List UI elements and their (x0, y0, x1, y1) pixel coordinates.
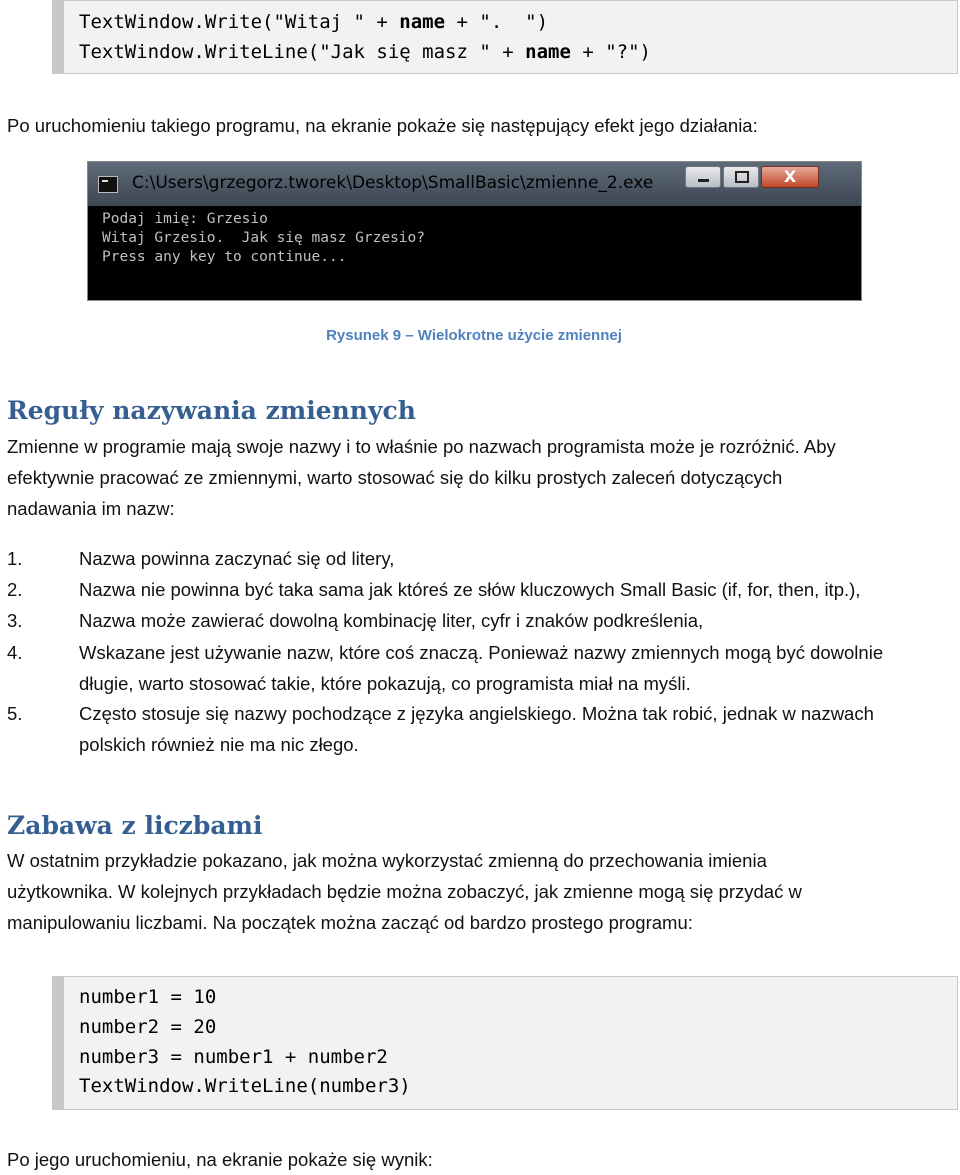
list-item-continuation: polskich również nie ma nic złego. (79, 734, 359, 755)
code-line: TextWindow.WriteLine(number3) (79, 1075, 411, 1097)
list-number: 3. (7, 610, 23, 631)
console-app-icon (98, 176, 118, 193)
list-number: 1. (7, 548, 23, 569)
list-item: Wskazane jest używanie nazw, które coś znaczą. Ponieważ nazwy zmiennych mogą być dowolnie (79, 642, 884, 663)
console-window-screenshot (87, 161, 862, 301)
code-block-top (52, 0, 958, 74)
console-output-line: Press any key to continue... (102, 249, 347, 265)
console-titlebar (88, 162, 861, 206)
paragraph-line: użytkownika. W kolejnych przykładach będzie można zobaczyć, jak zmienne mogą się przydać w (7, 881, 802, 902)
paragraph-line: Zmienne w programie mają swoje nazwy i to właśnie po nazwach programista może je rozróżnić. Aby (7, 436, 836, 457)
paragraph-line: efektywnie pracować ze zmiennymi, warto stosować się do kilku prostych zaleceń dotyczących (7, 467, 783, 488)
maximize-icon (723, 166, 759, 188)
paragraph-line: W ostatnim przykładzie pokazano, jak można wykorzystać zmienną do przechowania imienia (7, 850, 767, 871)
code-line: number2 = 20 (79, 1016, 217, 1038)
list-item: Nazwa powinna zaczynać się od litery, (79, 548, 395, 569)
figure-caption: Rysunek 9 – Wielokrotne użycie zmiennej (326, 327, 622, 344)
list-item-continuation: długie, warto stosować takie, które pokazują, co programista miał na myśli. (79, 673, 691, 694)
list-number: 2. (7, 579, 23, 600)
code-block-bar (53, 1, 64, 73)
paragraph-line: nadawania im nazw: (7, 498, 175, 519)
paragraph-line: manipulowaniu liczbami. Na początek można zacząć od bardzo prostego programu: (7, 912, 693, 933)
code-block-bar (53, 977, 64, 1109)
console-title: C:\Users\grzegorz.tworek\Desktop\SmallBasic\zmienne_2.exe (132, 173, 654, 193)
outro-paragraph: Po jego uruchomieniu, na ekranie pokaże się wynik: (7, 1149, 433, 1170)
code-line: TextWindow.WriteLine("Jak się masz " + name + "?") (79, 41, 651, 63)
code-line: number3 = number1 + number2 (79, 1046, 388, 1068)
list-number: 5. (7, 703, 23, 724)
intro-paragraph: Po uruchomieniu takiego programu, na ekranie pokaże się następujący efekt jego działania: (7, 115, 758, 136)
code-block-bottom (52, 976, 958, 1110)
section-heading: Zabawa z liczbami (7, 811, 263, 840)
console-output-line: Podaj imię: Grzesio (102, 211, 268, 227)
close-icon: X (761, 166, 819, 188)
code-line: TextWindow.Write("Witaj " + name + ". ") (79, 11, 549, 33)
minimize-icon (685, 166, 721, 188)
list-item: Nazwa nie powinna być taka sama jak któreś ze słów kluczowych Small Basic (if, for, then, itp.), (79, 579, 861, 600)
list-number: 4. (7, 642, 23, 663)
list-item: Często stosuje się nazwy pochodzące z języka angielskiego. Można tak robić, jednak w nazwach (79, 703, 874, 724)
list-item: Nazwa może zawierać dowolną kombinację liter, cyfr i znaków podkreślenia, (79, 610, 704, 631)
section-heading: Reguły nazywania zmiennych (7, 396, 416, 425)
console-output-line: Witaj Grzesio. Jak się masz Grzesio? (102, 230, 426, 246)
code-line: number1 = 10 (79, 986, 217, 1008)
